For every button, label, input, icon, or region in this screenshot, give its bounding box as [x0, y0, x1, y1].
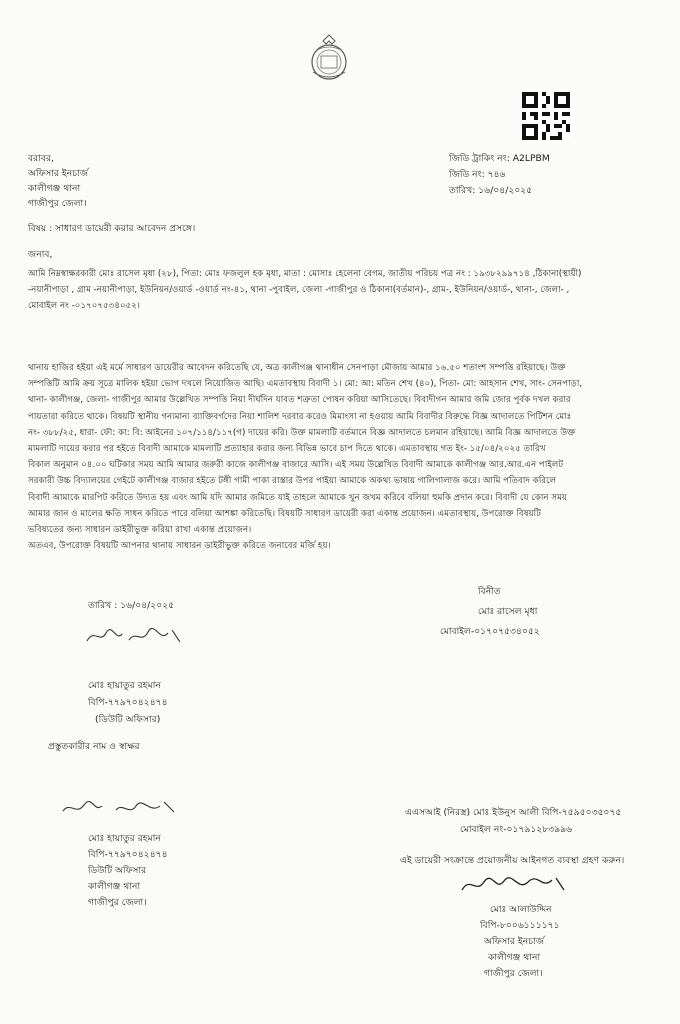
body-line: সম্পত্তিটি আমি ক্রয় সূত্রে মালিক হইয়া ভোগ দখলে নিয়োজিত আছি। এমতাবস্থায় বিবাদী ১। মো: আ: মতিন শেখ (৪০), পিতা- মো: আহসান শেখ, সাং- সেনপাড়া, — [28, 379, 583, 390]
duty-officer-bp: বিপি-৭৭৯৭০৪২৪৭৪ — [88, 849, 168, 860]
body-line: থানা- কালীগঞ্জ, জেলা- গাজীপুর আমার উল্লেখিত সম্পত্তি নিয়া দীর্ঘদিন যাবত শত্রুতা পোষন করিয়া আসিতেছে। বিবাদীগন আমার জমি জোর পূর্বক দখল করার — [28, 395, 571, 406]
body-line: থানায় হাজির হইয়া এই মর্মে সাধারণ ডায়েরীর আবেদন করিতেছি যে, অত্র কালীগঞ্জ থানাধীন সেনপাড়া মৌজায় আমার ১৬.৫০ শতাংশ সম্পত্তি রহিয়াছে। উক্ত — [28, 363, 566, 373]
gd-number: জিডি নং: ৭৪৬ — [449, 169, 506, 180]
applicant-info-line: আমি নিম্নস্বাক্ষরকারী মোঃ রাসেল মৃধা (২৮), পিতা: মোঃ ফজলুল হক মৃধা, মাতা : মোসাঃ হেলেনা বেগম, জাতীয় পরিচয় পত্র নং : ১৯৩৮২৯৯৭১৪ ,ঠিকানা(স্থায়ী) — [28, 269, 582, 279]
duty-officer-district: গাজীপুর জেলা। — [88, 897, 147, 908]
qr-code-icon — [522, 92, 570, 140]
body-line: মামলাটি দায়ের করার পর হইতে বিবাদী আমাকে মামলাটি প্রত্যাহার করার জন্য বিভিন্ন ভাবে চাপ দিতে থাকে। এমতাবস্থায় গত ইং- ১৫/০৪/২০২৫ তারিখ — [28, 444, 546, 455]
application-date: তারিখ : ১৬/০৪/২০২৫ — [88, 600, 175, 611]
oc-district: গাজীপুর জেলা। — [484, 968, 543, 979]
duty-officer-signature-icon — [60, 796, 180, 822]
applicant-mobile: মোবাইল-০১৭০৭৫৩৪০৫২ — [440, 626, 540, 637]
body-line: ভবিষ্যতের জন্য সাধারন ডাইরীভুক্ত করিয়া রাখা একান্ত প্রয়োজন। — [28, 525, 252, 536]
gd-date: তারিখ: ১৬/০৪/২০২৫ — [449, 185, 533, 196]
preparer-caption: প্রস্তুতকারীর নাম ও স্বাক্ষর — [48, 741, 140, 752]
body-line: বিকাল অনুমান ০৪.০০ ঘটিকার সময় আমি আমার জরুরী কাজে কালীগঞ্জ বাজারে আসি। এই সময় উল্লেখিত বিবাদী আমাকে কালীগঞ্জ আর.আর.এন পাইলট — [28, 460, 564, 471]
salutation: জনাব, — [28, 249, 53, 260]
body-line: সরকারী উচ্চ বিদ্যালয়ের গেইটে কালীগঞ্জ বাজার হইতে টঙ্গী গামী পাকা রাস্তার উপর পাইয়া আমাকে অকথ্য ভাষায় গালিগালাজ করে। আমি পতিবাদ করিলে — [28, 476, 557, 487]
subject-line: বিষয় : সাধারণ ডায়েরী করার আবেদন প্রসঙ্গে। — [28, 223, 196, 234]
recipient-title: অফিসার ইনচার্জ — [28, 168, 89, 179]
body-line: বিবাদী আমাকে মারপিট করিতে উদ্যত হয় এবং আমি যদি আমার জমিতে যাই তাহলে আমাকে খুন জখম করিবে বলিয়া হুমকি প্রদান করে। বিবাদী যে কোন সময় — [28, 492, 568, 503]
police-emblem-icon — [305, 32, 353, 84]
oc-name: মোঃ আলাউদ্দিন — [490, 904, 552, 915]
application-body — [28, 360, 582, 554]
body-line: পায়তারা করিতে থাকে। বিষয়টি স্থানীয় গন্যমান্য ব্যাক্তিবর্গদের নিয়া শালিশ দরবার করেও মিমাংসা না হওয়ায় আমি বিবাদীর বিরুদ্ধে বিজ্ঞ আদালতে পিটিশন মোঃ — [28, 411, 572, 422]
body-line: আমার জান ও মালের ক্ষতি সাধন করিতে পারে বলিয়া আশঙ্কা করিতেছি। বিষয়টি সাধারণ ডায়েরী করা একান্ত প্রয়োজন। এমতাবস্থায়, উপরোক্ত বিষয়টি — [28, 508, 541, 519]
duty-officer-station: কালীগঞ্জ থানা — [88, 881, 141, 892]
recipient-district: গাজীপুর জেলা। — [28, 198, 87, 209]
body-line: অতএব, উপরোক্ত বিষয়টি আপনার থানায় সাধারন ডাইরীভুক্ত করিতে জনাবের মর্জি হয়। — [28, 541, 331, 552]
duty-officer-name: মোঃ হায়াতুর রহমান — [88, 833, 161, 844]
duty-officer-role: ডিউটি অফিসার — [88, 865, 147, 876]
recipient-station: কালীগঞ্জ থানা — [28, 183, 81, 194]
preparer-signature-icon — [84, 624, 184, 650]
body-line: নং- ৩৮৮/২৫, ধারা- ফৌ: কা: বি: আইনের ১০৭/১১৪/১১৭(গ) দায়ের করি। উক্ত মামলাটি বর্তমানে বিজ্ঞ আদালতে চলমান রহিয়াছে। আমি বিজ্ঞ আদালতে উক্ত — [28, 427, 576, 438]
oc-station: কালীগঞ্জ থানা — [488, 952, 541, 963]
oc-bp: বিপি-৮০০৬১১১১৭১ — [480, 920, 560, 931]
closing-word: বিনীত — [478, 586, 501, 597]
applicant-name: মোঃ রাসেল মৃধা — [478, 606, 538, 617]
applicant-info-line: -নয়ানীপাড়া , গ্রাম -নয়ানীপাড়া, ইউনিয়ন/ওয়ার্ড -ওয়ার্ড নং-৪১, থানা -পুবাইল, জেলা -গাজীপুর ও ঠিকানা(বর্তমান)-, গ্রাম-, ইউনিয়ন/ওয়ার্ড-, থানা-, জেলা- , — [28, 285, 570, 296]
oc-instruction: এই ডায়েরী সংক্রান্তে প্রয়োজনীয় আইনগত ব্যবস্থা গ্রহণ করুন। — [400, 855, 625, 866]
preparer-role: (ডিউটি অফিসার) — [95, 714, 161, 725]
preparer-name: মোঃ হায়াতুর রহমান — [88, 680, 161, 691]
oc-role: অফিসার ইনচার্জ — [484, 936, 545, 947]
tracking-number: জিডি ট্রাকিং নং: A2LPBM — [449, 153, 550, 164]
asi-mobile: মোবাইল নং-০১৭৯১২৮৩৯৯৬ — [460, 824, 573, 835]
preparer-bp: বিপি-৭৭৯৭০৪২৪৭৪ — [88, 697, 168, 708]
asi-officer: এএসআই (নিরস্ত্র) মোঃ ইউনুস আলী বিপি-৭৫৯৫০৩৫০৭৫ — [405, 807, 622, 818]
applicant-info-line: মোবাইল নং -০১৭০৭৫৩৪০৫২। — [28, 301, 140, 312]
recipient-greeting: বরাবর, — [28, 153, 54, 164]
oc-signature-icon — [458, 872, 568, 900]
applicant-info — [28, 266, 581, 315]
